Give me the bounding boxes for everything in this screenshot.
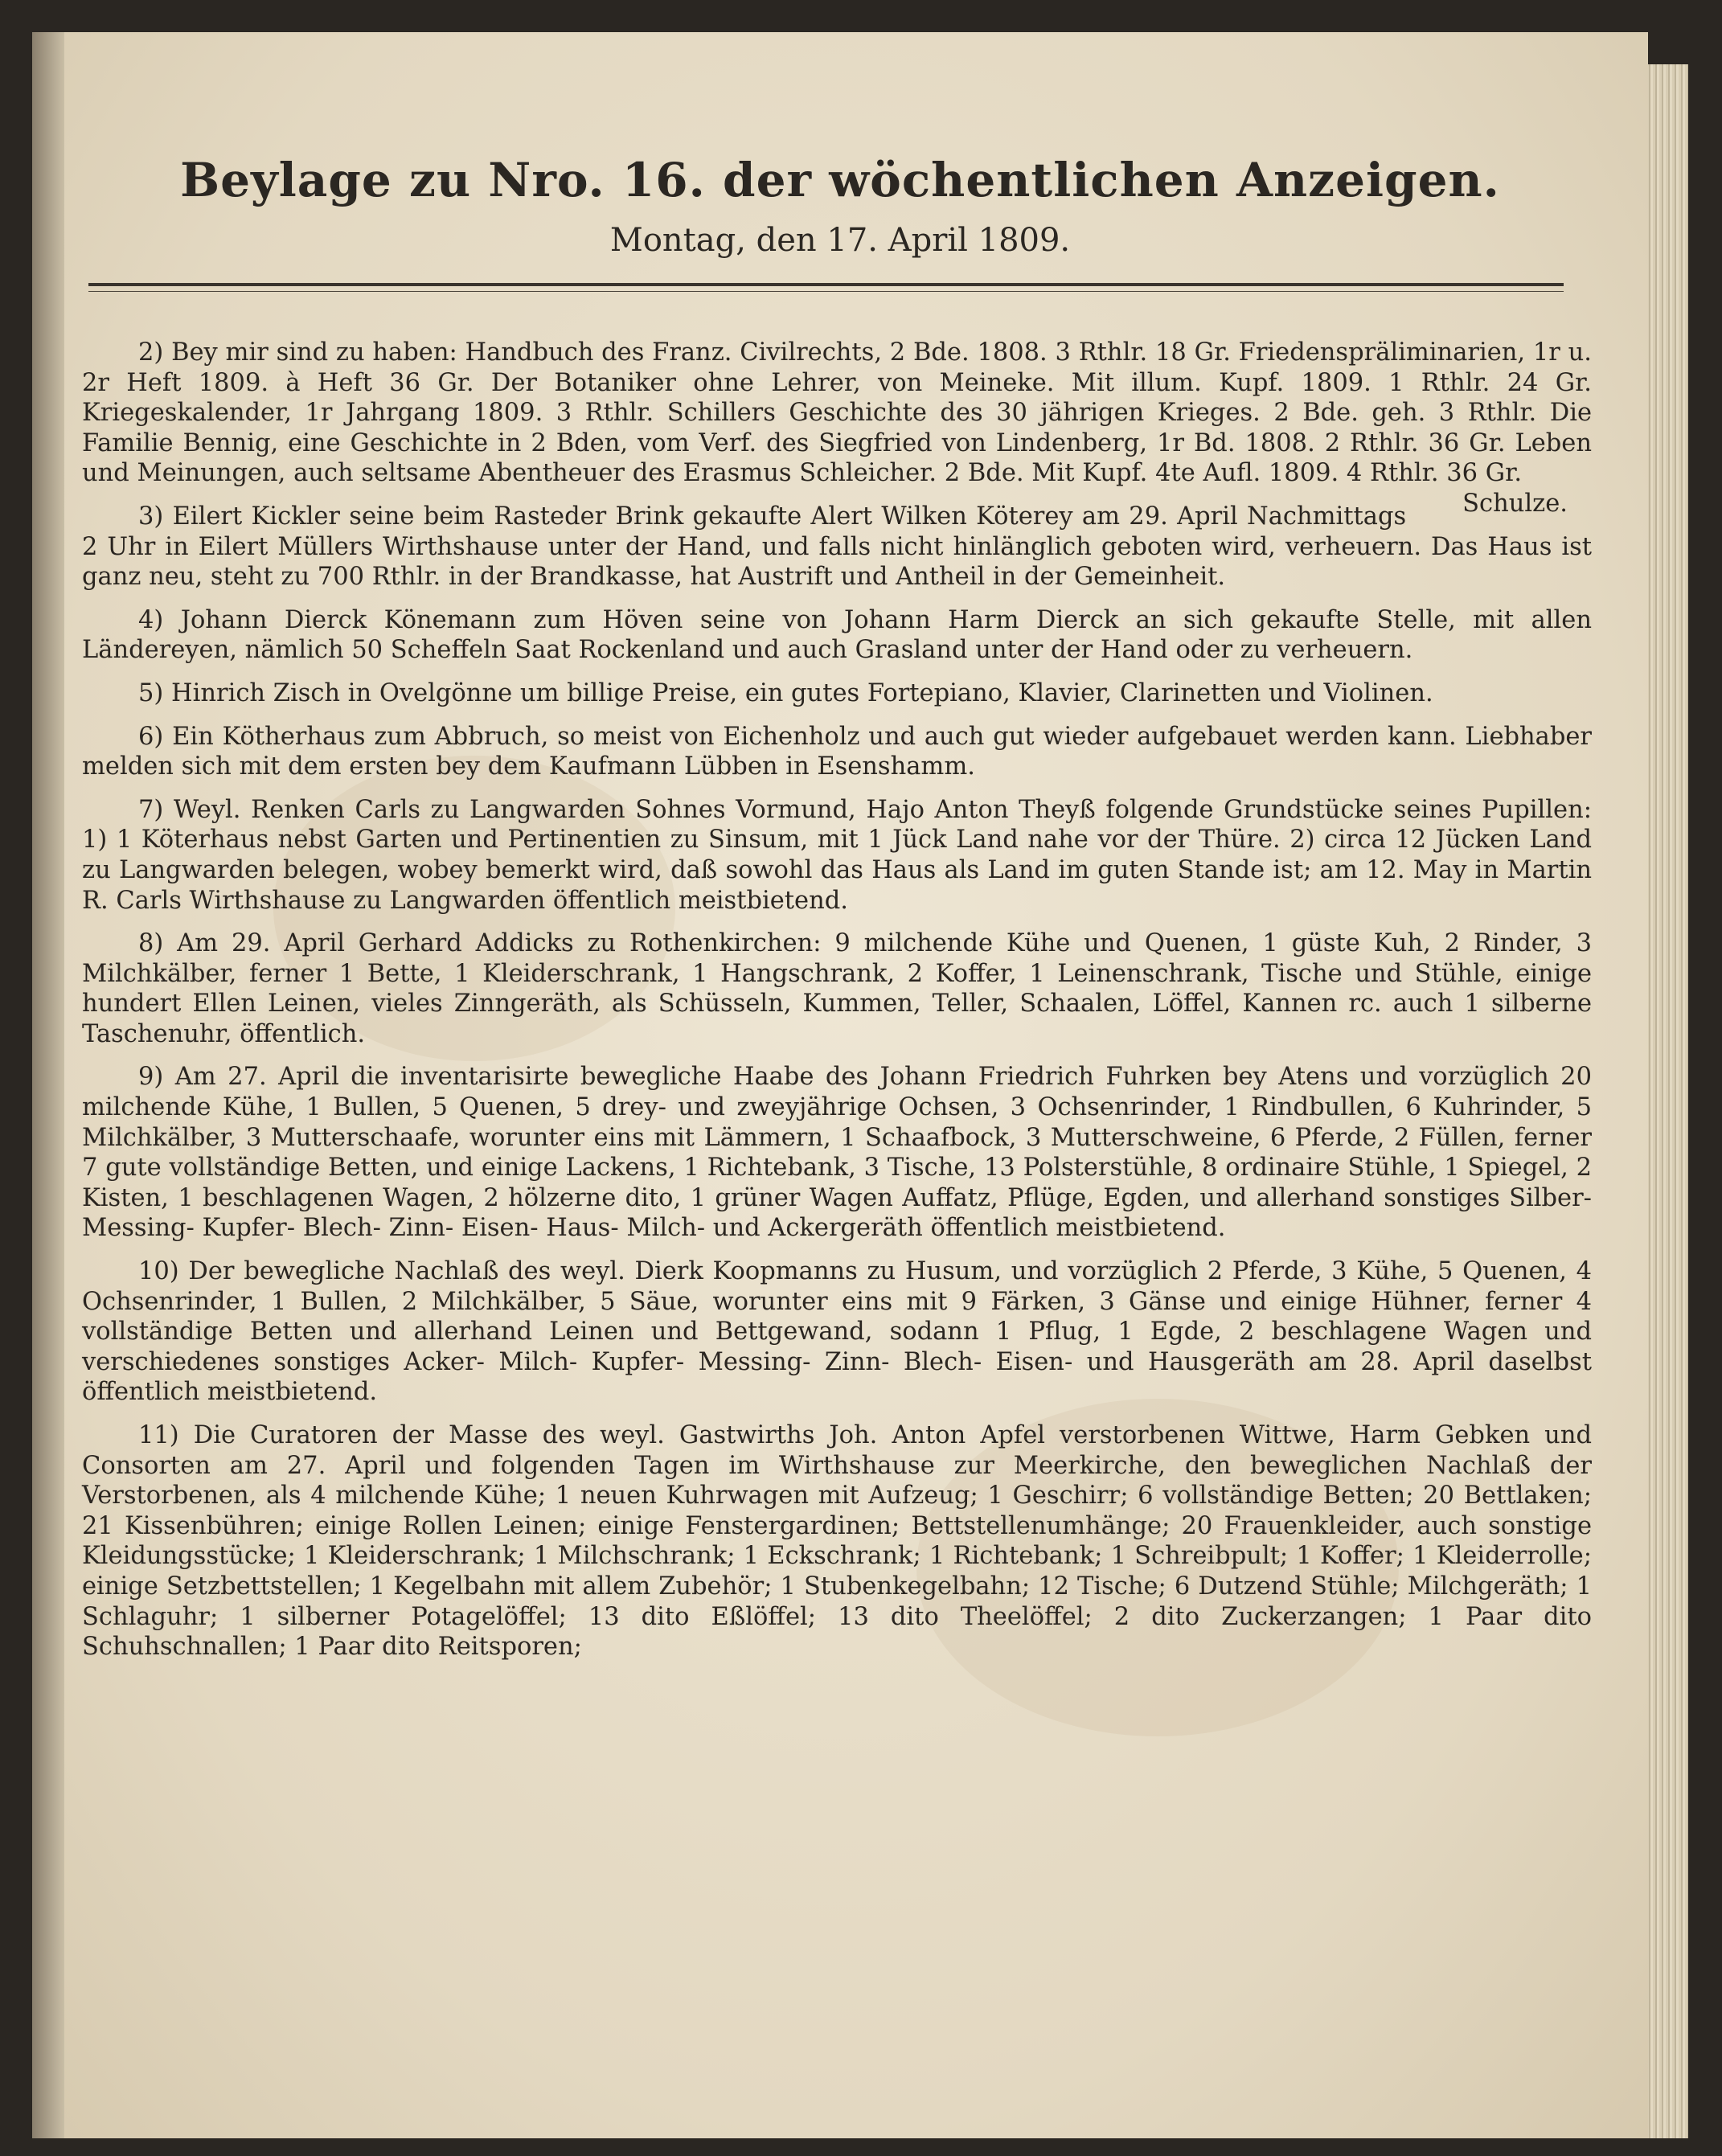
announcement-10: 10) Der bewegliche Nachlaß des weyl. Dierk Koopmanns zu Husum, und vorzüglich 2 Pferde, 3 Kühe, 5 Quenen, 4 Ochsenrinder, 1 Bullen, 2 Milchkälber, 5 Säue, worunter eins mit 9 Färken, 3 Gänse und einige Hühner, ferner 4 vollständige Betten und allerhand Leinen und Bettgewand, sodann 1 Pflug, 1 Egde, 2 beschlagene Wagen und verschiedenes sonstiges Acker- Milch- Kupfer- Messing- Zinn- Blech- Eisen- und Hausgeräth am 28. April daselbst öffentlich meistbietend. (82, 1257, 1592, 1407)
announcement-11: 11) Die Curatoren der Masse des weyl. Gastwirths Joh. Anton Apfel verstorbenen Wittwe, Harm Gebken und Consorten am 27. April und folgenden Tagen im Wirthshause zur Meerkirche, den beweglichen Nachlaß der Verstorbenen, als 4 milchende Kühe; 1 neuen Kuhrwagen mit Aufzeug; 1 Geschirr; 6 vollständige Betten; 20 Bettlaken; 21 Kissenbühren; einige Rollen Leinen; einige Fenstergardinen; Bettstellenumhänge; 20 Frauenkleider, auch sonstige Kleidungsstücke; 1 Kleiderschrank; 1 Milchschrank; 1 Eckschrank; 1 Richtebank; 1 Schreibpult; 1 Koffer; 1 Kleiderrolle; einige Setzbettstellen; 1 Kegelbahn mit allem Zubehör; 1 Stubenkegelbahn; 12 Tische; 6 Dutzend Stühle; Milchgeräth; 1 Schlaguhr; 1 silberner Potagelöffel; 13 dito Eßlöffel; 13 dito Theelöffel; 2 dito Zuckerzangen; 1 Paar dito Schuhschnallen; 1 Paar dito Reitsporen; (82, 1421, 1592, 1662)
signature: Schulze. (1462, 489, 1568, 518)
announcement-2: 2) Bey mir sind zu haben: Handbuch des Franz. Civilrechts, 2 Bde. 1808. 3 Rthlr. 18 Gr. Friedenspräliminarien, 1r u. 2r Heft 1809. à Heft 36 Gr. Der Botaniker ohne Lehrer, von Meineke. Mit illum. Kupf. 1809. 1 Rthlr. 24 Gr. Kriegeskalender, 1r Jahrgang 1809. 3 Rthlr. Schillers Geschichte des 30 jährigen Krieges. 2 Bde. geh. 3 Rthlr. Die Familie Bennig, eine Geschichte in 2 Bden, vom Verf. des Siegfried von Lindenberg, 1r Bd. 1808. 2 Rthlr. 36 Gr. Leben und Meinungen, auch seltsame Abentheuer des Erasmus Schleicher. 2 Bde. Mit Kupf. 4te Aufl. 1809. 4 Rthlr. 36 Gr. Schulze. (82, 338, 1592, 518)
announcement-5: 5) Hinrich Zisch in Ovelgönne um billige Preise, ein gutes Fortepiano, Klavier, Clarinetten und Violinen. (138, 678, 1433, 707)
page-header (32, 153, 1648, 259)
announcement-7: 7) Weyl. Renken Carls zu Langwarden Sohnes Vormund, Hajo Anton Theyß folgende Grundstücke seines Pupillen: 1) 1 Köterhaus nebst Garten und Pertinentien zu Sinsum, mit 1 Jück Land nahe vor der Thüre. 2) circa 12 Jücken Land zu Langwarden belegen, wobey bemerkt wird, daß sowohl das Haus als Land im guten Stande ist; am 12. May in Martin R. Carls Wirthshause zu Langwarden öffentlich meistbietend. (82, 795, 1592, 915)
announcement-4: 4) Johann Dierck Könemann zum Höven seine von Johann Harm Dierck an sich gekaufte Stelle, mit allen Ländereyen, nämlich 50 Scheffeln Saat Rockenland und auch Grasland unter der Hand oder zu verheuern. (82, 605, 1592, 665)
header-rule-thick (88, 283, 1564, 286)
issue-date: Montag, den 17. April 1809. (609, 222, 1071, 259)
announcement-6: 6) Ein Kötherhaus zum Abbruch, so meist von Eichenholz und auch gut wieder aufgebauet werden kann. Liebhaber melden sich mit dem ersten bey dem Kaufmann Lübben in Esenshamm. (82, 722, 1592, 781)
binding-gutter (32, 32, 64, 2138)
header-rule-thin (88, 291, 1564, 292)
announcement-3: 3) Eilert Kickler seine beim Rasteder Brink gekaufte Alert Wilken Köterey am 29. April Nachmittags 2 Uhr in Eilert Müllers Wirthshause unter der Hand, und falls nicht hinlänglich geboten wird, verheuern. Das Haus ist ganz neu, steht zu 700 Rthlr. in der Brandkasse, hat Austrift und Antheil in der Gemeinheit. (82, 502, 1592, 592)
article-body (82, 338, 1592, 1675)
announcement-8: 8) Am 29. April Gerhard Addicks zu Rothenkirchen: 9 milchende Kühe und Quenen, 1 güste Kuh, 2 Rinder, 3 Milchkälber, ferner 1 Bette, 1 Kleiderschrank, 1 Hangschrank, 2 Koffer, 1 Leinenschrank, Tische und Stühle, einige hundert Ellen Leinen, vieles Zinngeräth, als Schüsseln, Kummen, Teller, Schaalen, Löffel, Kannen rc. auch 1 silberne Taschenuhr, öffentlich. (82, 929, 1592, 1048)
announcement-9: 9) Am 27. April die inventarisirte bewegliche Haabe des Johann Friedrich Fuhrken bey Atens und vorzüglich 20 milchende Kühe, 1 Bullen, 5 Quenen, 5 drey- und zweyjährige Ochsen, 3 Ochsenrinder, 1 Rindbullen, 6 Kuhrinder, 5 Milchkälber, 3 Mutterschaafe, worunter eins mit Lämmern, 1 Schaafbock, 3 Mutterschweine, 6 Pferde, 2 Füllen, ferner 7 gute vollständige Betten, und einige Lackens, 1 Richtebank, 3 Tische, 13 Polsterstühle, 8 ordinaire Stühle, 1 Spiegel, 2 Kisten, 1 beschlagenen Wagen, 2 hölzerne dito, 1 grüner Wagen Auffatz, Pflüge, Egden, und allerhand sonstiges Silber- Messing- Kupfer- Blech- Zinn- Eisen- Haus- Milch- und Ackergeräth öffentlich meistbietend. (82, 1063, 1592, 1243)
page-title: Beylage zu Nro. 16. der wöchentlichen Anzeigen. (180, 153, 1500, 207)
newspaper-page (32, 32, 1648, 2138)
